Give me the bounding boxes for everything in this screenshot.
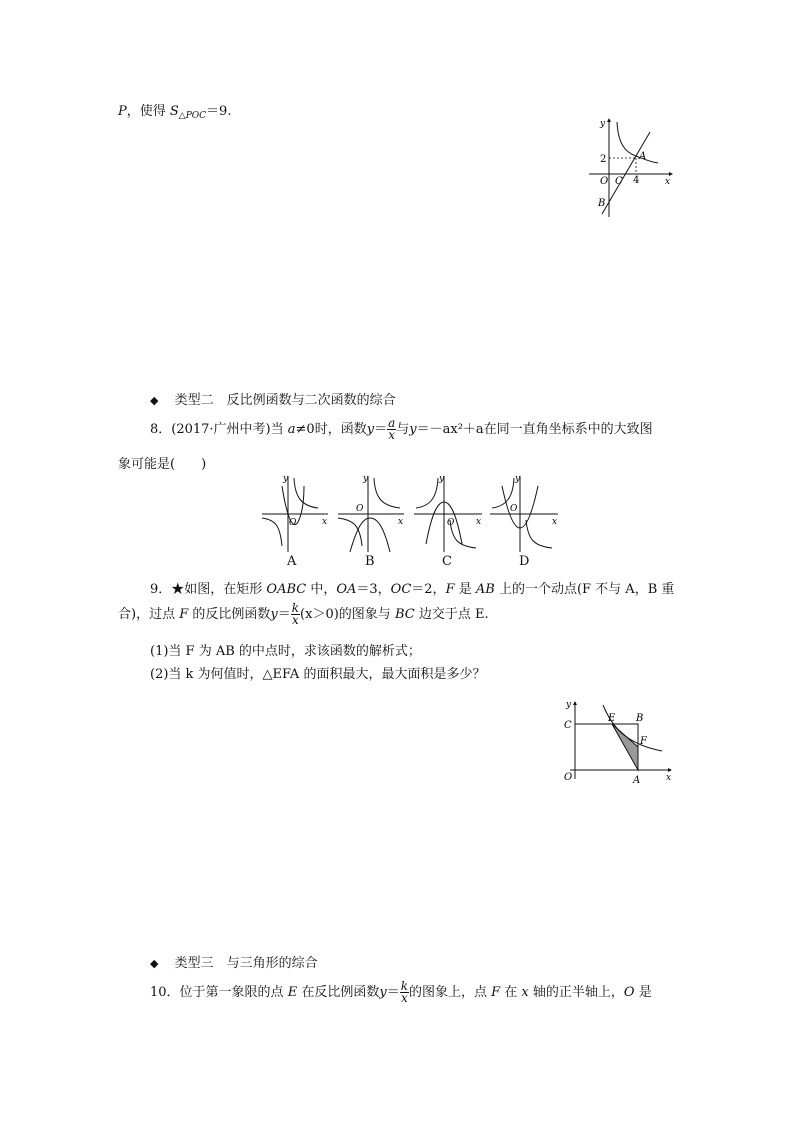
fig1-label-x: x <box>665 177 671 187</box>
q9-fraction <box>291 603 300 626</box>
q8-frac-num: a <box>388 416 396 430</box>
q8-y2: y <box>409 422 417 437</box>
q10-e: E <box>287 985 298 1000</box>
q8-expr: ＝－ax²＋a <box>416 422 484 437</box>
q9-l2-tail: 边交于点 E. <box>414 607 489 622</box>
fig2-label-e: E <box>608 713 616 724</box>
q9-frac-num: k <box>291 601 300 615</box>
q8-y1: y <box>366 422 375 437</box>
q8-option-graphs <box>258 472 588 562</box>
q8-eq1: ＝ <box>374 422 388 437</box>
fig1-label-4: 4 <box>633 175 640 186</box>
fig2-label-a: A <box>633 775 641 786</box>
fig2-label-x: x <box>666 773 672 783</box>
type3-label: 类型三 与三角形的综合 <box>174 956 318 971</box>
fig1-y-arrow <box>607 118 611 122</box>
q10-mid2: 的图象上，点 <box>408 985 492 1000</box>
fig2-label-f: F <box>640 736 647 747</box>
diamond-bullet-icon: ◆ <box>150 394 159 407</box>
option-label-d: D <box>519 554 530 569</box>
svg-text:y: y <box>363 474 369 484</box>
svg-text:O: O <box>289 518 297 528</box>
option-b-graph <box>338 474 404 552</box>
q9-mid1: 中， <box>306 582 337 597</box>
q9-cond: (x＞0)的图象与 <box>300 607 395 622</box>
q8-mid: 与 <box>396 422 410 437</box>
fig1-label-o: O <box>600 176 609 187</box>
option-label-a: A <box>287 554 297 569</box>
svg-text:x: x <box>552 517 558 527</box>
fig1-hyperbola <box>617 122 658 163</box>
fig1-label-c: C <box>615 176 623 187</box>
fig1-x-arrow <box>669 172 673 176</box>
svg-text:y: y <box>439 474 445 484</box>
line1-eq: ＝9. <box>206 104 232 119</box>
q9-ab: AB <box>475 582 495 597</box>
area-s: S <box>169 104 179 119</box>
q10-o: O <box>623 985 635 1000</box>
point-p: P <box>118 104 127 119</box>
svg-text:y: y <box>515 474 521 484</box>
option-c-graph <box>414 474 482 552</box>
figure-2-rectangle <box>560 695 680 790</box>
q9-oa: OA <box>336 582 357 597</box>
q9-prefix: 9．★如图，在矩形 <box>150 582 267 597</box>
diamond-bullet-icon: ◆ <box>150 957 159 970</box>
question-8-line-2: 象可能是( ) <box>118 457 207 472</box>
q10-x: x <box>521 985 529 1000</box>
section-type3-header <box>150 952 318 971</box>
svg-text:x: x <box>322 517 328 527</box>
type2-label: 类型二 反比例函数与二次函数的综合 <box>174 393 396 408</box>
q9-frac-den: x <box>292 613 299 627</box>
q10-f: F <box>491 985 501 1000</box>
q9-mid3: ＝2， <box>411 582 446 597</box>
q10-frac-num: k <box>400 979 408 993</box>
q9-f2: F <box>179 607 189 622</box>
fig2-label-y: y <box>566 700 572 710</box>
q10-prefix: 10．位于第一象限的点 <box>150 985 288 1000</box>
q9-y: y <box>270 607 278 622</box>
svg-text:O: O <box>356 504 364 514</box>
svg-text:x: x <box>476 517 482 527</box>
svg-text:O: O <box>510 504 518 514</box>
fig1-label-2: 2 <box>600 154 607 165</box>
q8-frac-den: x <box>388 428 396 442</box>
q10-mid3: 在 <box>500 985 522 1000</box>
q9-oabc: OABC <box>266 582 307 597</box>
q8-a: a <box>287 422 296 437</box>
question-9-line-1 <box>150 578 674 597</box>
q9-l2-prefix: 合)，过点 <box>118 607 180 622</box>
fig1-label-a: A <box>639 151 647 162</box>
q8-tail: 在同一直角坐标系中的大致图 <box>483 422 653 437</box>
fig2-y-arrow <box>573 701 577 705</box>
q9-mid2: ＝3， <box>356 582 391 597</box>
option-label-b: B <box>365 554 375 569</box>
svg-text:x: x <box>398 517 404 527</box>
q10-tail: 是 <box>634 985 652 1000</box>
option-d-graph <box>490 474 558 552</box>
q10-fraction <box>400 981 409 1004</box>
q10-mid1: 在反比例函数 <box>297 985 380 1000</box>
question-10-line-1 <box>150 978 652 1008</box>
option-label-c: C <box>442 554 452 569</box>
q9-oc: OC <box>390 582 412 597</box>
option-a-graph <box>262 474 328 552</box>
fig2-x-arrow <box>668 768 672 772</box>
q8-ne: ≠0时，函数 <box>295 422 367 437</box>
q9-eq: ＝ <box>277 607 291 622</box>
line-p-soc <box>118 100 231 121</box>
area-subscript: △POC <box>178 111 207 121</box>
q9-mid4: 是 <box>454 582 476 597</box>
fig2-label-o: O <box>564 772 573 783</box>
fig2-label-c: C <box>564 720 572 731</box>
q10-mid4: 轴的正半轴上， <box>528 985 624 1000</box>
q9-l2-mid: 的反比例函数 <box>188 607 271 622</box>
figure-1-hyperbola-line <box>584 112 684 222</box>
fig2-triangle-efa <box>612 724 638 770</box>
q10-y: y <box>379 985 387 1000</box>
question-9-line-2 <box>118 600 489 630</box>
question-8-line-1 <box>150 415 653 445</box>
line1-text: ，使得 <box>126 104 170 119</box>
q8-prefix: 8．(2017·广州中考)当 <box>150 422 288 437</box>
svg-text:y: y <box>283 474 289 484</box>
svg-text:O: O <box>447 518 455 528</box>
q9-l1-tail: 上的一个动点(F 不与 A，B 重 <box>494 582 675 597</box>
q9-f: F <box>445 582 455 597</box>
q10-eq: ＝ <box>386 985 400 1000</box>
q9-bc: BC <box>394 607 415 622</box>
section-type2-header <box>150 389 396 408</box>
q8-fraction <box>387 418 396 441</box>
q10-frac-den: x <box>400 991 408 1005</box>
fig1-label-b: B <box>598 198 606 209</box>
fig2-label-b: B <box>636 713 644 724</box>
question-9-sub-2: (2)当 k 为何值时，△EFA 的面积最大，最大面积是多少？ <box>150 667 486 682</box>
question-9-sub-1: (1)当 F 为 AB 的中点时，求该函数的解析式； <box>150 644 421 659</box>
fig1-label-y: y <box>600 119 606 129</box>
